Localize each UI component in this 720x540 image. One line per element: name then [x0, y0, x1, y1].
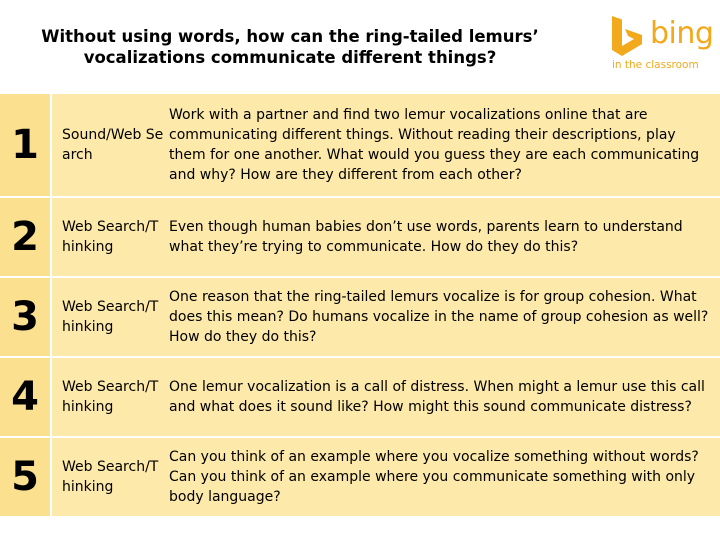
- table-row: [0, 198, 720, 278]
- bing-logo: [610, 14, 714, 76]
- row-tool: Web Search/Thinking: [62, 379, 159, 415]
- bing-b-icon: [610, 16, 646, 58]
- row-task: One reason that the ring-tailed lemurs vocalize is for group cohesion. What does this mean? Do humans vocalize in the name of group cohesion as well? How do they do this?: [169, 289, 709, 345]
- page-title: Without using words, how can the ring-tailed lemurs’ vocalizations communicate different things?: [41, 27, 539, 67]
- activity-table: [0, 94, 720, 518]
- row-number: 1: [0, 94, 52, 196]
- row-task: Can you think of an example where you vocalize something without words? Can you think of an example where you communicate something with only body language?: [169, 449, 699, 505]
- row-task: Even though human babies don’t use words, parents learn to understand what they’re trying to communicate. How do they do this?: [169, 219, 683, 255]
- table-row: [0, 438, 720, 518]
- row-number: 3: [0, 278, 52, 356]
- row-tool: Web Search/Thinking: [62, 219, 159, 255]
- table-row: [0, 278, 720, 358]
- bing-wordmark: bing: [650, 16, 714, 51]
- row-number: 4: [0, 358, 52, 436]
- row-tool: Sound/Web Search: [62, 127, 164, 163]
- row-number: 5: [0, 438, 52, 516]
- table-row: [0, 358, 720, 438]
- table-row: [0, 94, 720, 198]
- row-task: Work with a partner and find two lemur vocalizations online that are communicating different things. Without reading their descriptions, play them for one another. What would you guess they are each communicating and why? How are they different from each other?: [169, 107, 700, 183]
- row-number: 2: [0, 198, 52, 276]
- bing-subtitle: in the classroom: [612, 59, 699, 71]
- row-tool: Web Search/Thinking: [62, 299, 159, 335]
- row-task: One lemur vocalization is a call of distress. When might a lemur use this call and what does it sound like? How might this sound communicate distress?: [169, 379, 705, 415]
- row-tool: Web Search/Thinking: [62, 459, 159, 495]
